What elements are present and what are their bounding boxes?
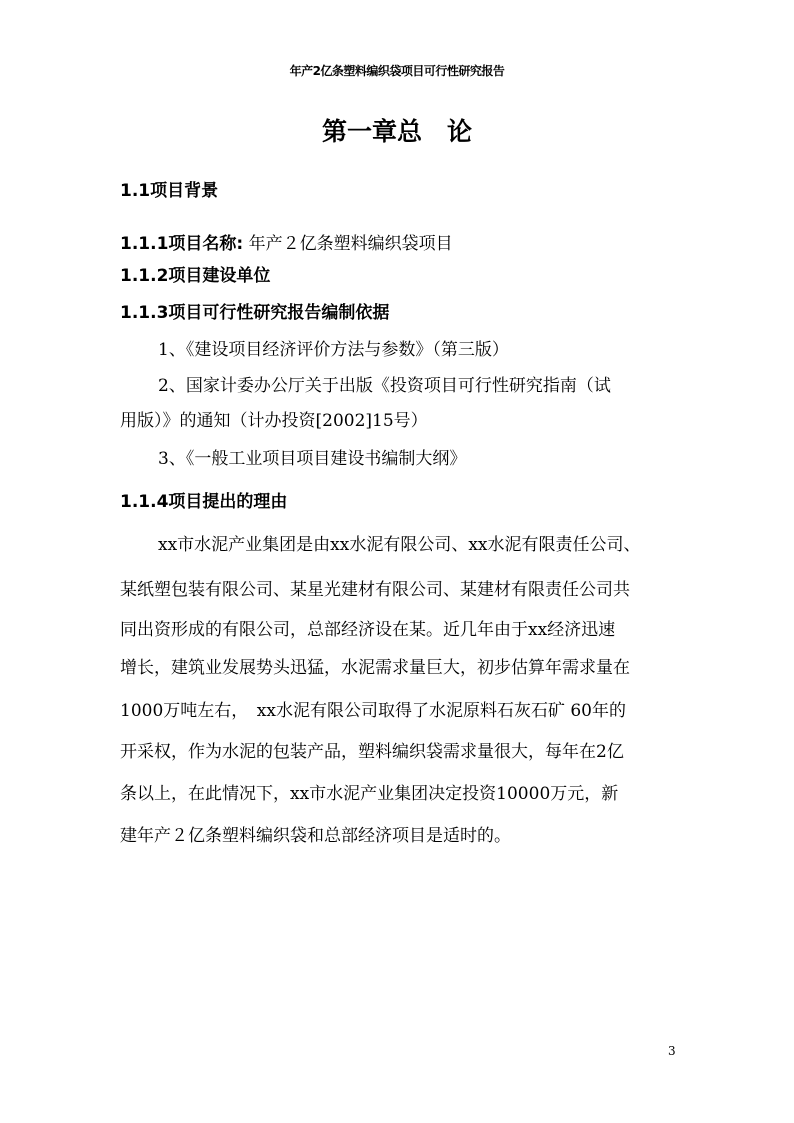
basis-item-2: 2、国家计委办公厅关于出版《投资项目可行性研究指南（试 xyxy=(158,376,611,396)
reason-paragraph-line: 增长，建筑业发展势头迅猛，水泥需求量巨大，初步估算年需求量在 xyxy=(120,658,630,678)
section-heading-1-1-2: 1.1.2项目建设单位 xyxy=(120,266,271,286)
project-name-line xyxy=(120,233,453,255)
basis-item-1: 1、《建设项目经济评价方法与参数》（第三版） xyxy=(158,340,509,360)
running-header: 年产2亿条塑料编织袋项目可行性研究报告 xyxy=(289,64,505,78)
basis-item-3: 3、《一般工业项目项目建设书编制大纲》 xyxy=(158,449,467,469)
page-number: 3 xyxy=(668,1044,676,1058)
section-heading-1-1-3: 1.1.3项目可行性研究报告编制依据 xyxy=(120,303,390,323)
section-heading-1-1: 1.1项目背景 xyxy=(120,181,219,201)
project-name-label: 1.1.1项目名称: xyxy=(120,234,244,254)
reason-paragraph-line: 某纸塑包装有限公司、某星光建材有限公司、某建材有限责任公司共 xyxy=(120,580,630,600)
reason-paragraph-line: 同出资形成的有限公司，总部经济设在某。近几年由于xx经济迅速 xyxy=(120,620,616,640)
reason-paragraph-line: xx市水泥产业集团是由xx水泥有限公司、xx水泥有限责任公司、 xyxy=(158,535,641,555)
reason-paragraph-line: 1000万吨左右， xx水泥有限公司取得了水泥原料石灰石矿 60年的 xyxy=(120,701,626,721)
basis-item-2-continued: 用版）》的通知（计办投资[2002]15号） xyxy=(120,411,428,431)
reason-paragraph-line: 建年产２亿条塑料编织袋和总部经济项目是适时的。 xyxy=(120,826,511,846)
chapter-title: 第一章总 论 xyxy=(321,117,472,146)
reason-paragraph-line: 条以上，在此情况下，xx市水泥产业集团决定投资10000万元，新 xyxy=(120,784,619,804)
section-heading-1-1-4: 1.1.4项目提出的理由 xyxy=(120,492,288,512)
reason-paragraph-line: 开采权，作为水泥的包装产品，塑料编织袋需求量很大，每年在2亿 xyxy=(120,742,624,762)
project-name-value: 年产２亿条塑料编织袋项目 xyxy=(243,234,453,254)
